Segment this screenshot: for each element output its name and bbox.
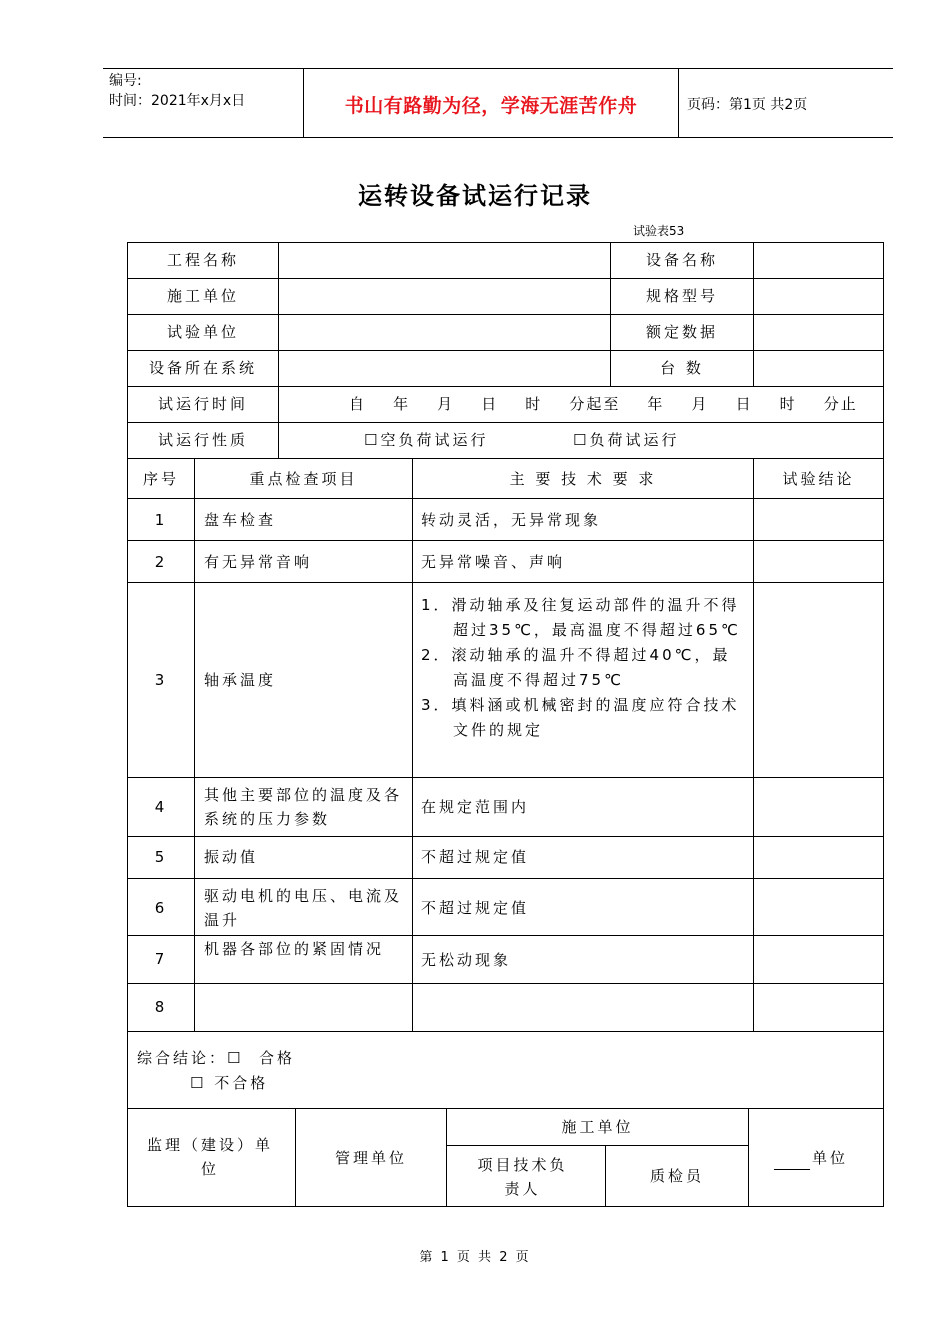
time-label: 时间：2021年x月x日 xyxy=(109,93,246,109)
grid-line xyxy=(278,242,279,458)
seq-header: 序号 xyxy=(142,470,179,488)
system-label: 设备所在系统 xyxy=(148,359,257,377)
project-name-label: 工程名称 xyxy=(166,251,239,269)
inspector: 质检员 xyxy=(649,1167,704,1185)
grid-line xyxy=(127,1108,884,1109)
row-seq: 4 xyxy=(154,798,168,816)
requirement-line: 2．滚动轴承的温升不得超过40℃，最高温度不得超过75℃ xyxy=(421,646,731,689)
count-label: 台 数 xyxy=(660,359,704,377)
contractor-label: 施工单位 xyxy=(166,287,239,305)
grid-line xyxy=(127,777,884,778)
grid-line xyxy=(127,540,884,541)
run-time-value: 自 年 月 日 时 分起至 年 月 日 时 分止 xyxy=(349,395,858,413)
unit-label: 单位 xyxy=(812,1149,849,1167)
header-motto: 书山有路勤为径，学海无涯苦作舟 xyxy=(344,95,638,117)
row-requirement: 在规定范围内 xyxy=(421,798,530,816)
grid-line xyxy=(127,422,884,423)
row-item: 盘车检查 xyxy=(204,511,277,529)
row-seq: 1 xyxy=(154,511,168,529)
blank-line xyxy=(774,1153,810,1170)
requirement-header: 主 要 技 术 要 求 xyxy=(509,470,657,488)
row-requirement: 不超过规定值 xyxy=(421,899,530,917)
run-nature-label: 试运行性质 xyxy=(157,431,248,449)
row-item: 振动值 xyxy=(204,848,259,866)
test-unit-label: 试验单位 xyxy=(166,323,239,341)
run-time-label: 试运行时间 xyxy=(157,395,248,413)
no-load-option[interactable]: ☐空负荷试运行 xyxy=(364,431,489,449)
number-label: 编号: xyxy=(109,73,142,89)
requirement-line: 1．滑动轴承及往复运动部件的温升不得超过35℃，最高温度不得超过65℃ xyxy=(421,596,741,639)
grid-line xyxy=(194,458,195,1031)
row-seq: 2 xyxy=(154,553,168,571)
row-requirement: 无松动现象 xyxy=(421,951,512,969)
grid-line xyxy=(753,242,754,386)
row-item: 机器各部位的紧固情况 xyxy=(204,940,385,958)
row-seq: 5 xyxy=(154,848,168,866)
grid-line xyxy=(127,314,884,315)
grid-line xyxy=(127,582,884,583)
row-seq: 8 xyxy=(154,998,168,1016)
grid-line xyxy=(127,878,884,879)
row-requirement: 不超过规定值 xyxy=(421,848,530,866)
project-tech-lead: 项目技术负责人 xyxy=(477,1156,568,1198)
page-title: 运转设备试运行记录 xyxy=(358,181,592,210)
fail-option[interactable]: ☐ 不合格 xyxy=(190,1074,269,1092)
row-requirement-list xyxy=(421,593,748,743)
row-item: 轴承温度 xyxy=(204,671,277,689)
grid-line xyxy=(748,1108,749,1206)
grid-line xyxy=(412,458,413,1031)
equipment-name-label: 设备名称 xyxy=(645,251,718,269)
grid-line xyxy=(127,836,884,837)
row-item: 有无异常音响 xyxy=(204,553,313,571)
requirement-line: 3．填料涵或机械密封的温度应符合技术文件的规定 xyxy=(421,696,740,739)
grid-line xyxy=(753,458,754,1031)
grid-line xyxy=(127,278,884,279)
header-divider xyxy=(678,69,679,137)
page-footer: 第 1 页 共 2 页 xyxy=(419,1250,531,1265)
load-option[interactable]: ☐负荷试运行 xyxy=(573,431,680,449)
row-requirement: 无异常噪音、声响 xyxy=(421,553,566,571)
header-meta xyxy=(109,71,245,111)
grid-line xyxy=(127,458,884,459)
table-number: 试验表53 xyxy=(633,224,685,238)
table-border xyxy=(127,1206,884,1207)
supervisor-unit: 监理（建设）单位 xyxy=(146,1136,273,1178)
management-unit: 管理单位 xyxy=(334,1149,407,1167)
header-page-info: 页码：第1页 共2页 xyxy=(687,97,808,113)
row-item: 其他主要部位的温度及各系统的压力参数 xyxy=(204,786,403,828)
rated-data-label: 额定数据 xyxy=(645,323,718,341)
grid-line xyxy=(127,1031,884,1032)
item-header: 重点检查项目 xyxy=(249,470,358,488)
grid-line xyxy=(127,498,884,499)
conclusion-header: 试验结论 xyxy=(782,470,855,488)
grid-line xyxy=(127,350,884,351)
row-requirement: 转动灵活，无异常现象 xyxy=(421,511,602,529)
grid-line xyxy=(127,935,884,936)
overall-conclusion-label: 综合结论：☐ 合格 xyxy=(137,1049,295,1067)
row-item: 驱动电机的电压、电流及温升 xyxy=(204,887,403,929)
table-border xyxy=(127,242,884,243)
model-label: 规格型号 xyxy=(645,287,718,305)
row-seq: 7 xyxy=(154,950,168,968)
grid-line xyxy=(127,386,884,387)
row-seq: 3 xyxy=(154,671,168,689)
row-seq: 6 xyxy=(154,899,168,917)
contractor-unit: 施工单位 xyxy=(561,1118,634,1136)
grid-line xyxy=(127,983,884,984)
unit-signature xyxy=(774,1146,848,1170)
grid-line xyxy=(446,1145,748,1146)
document-header xyxy=(103,68,893,138)
